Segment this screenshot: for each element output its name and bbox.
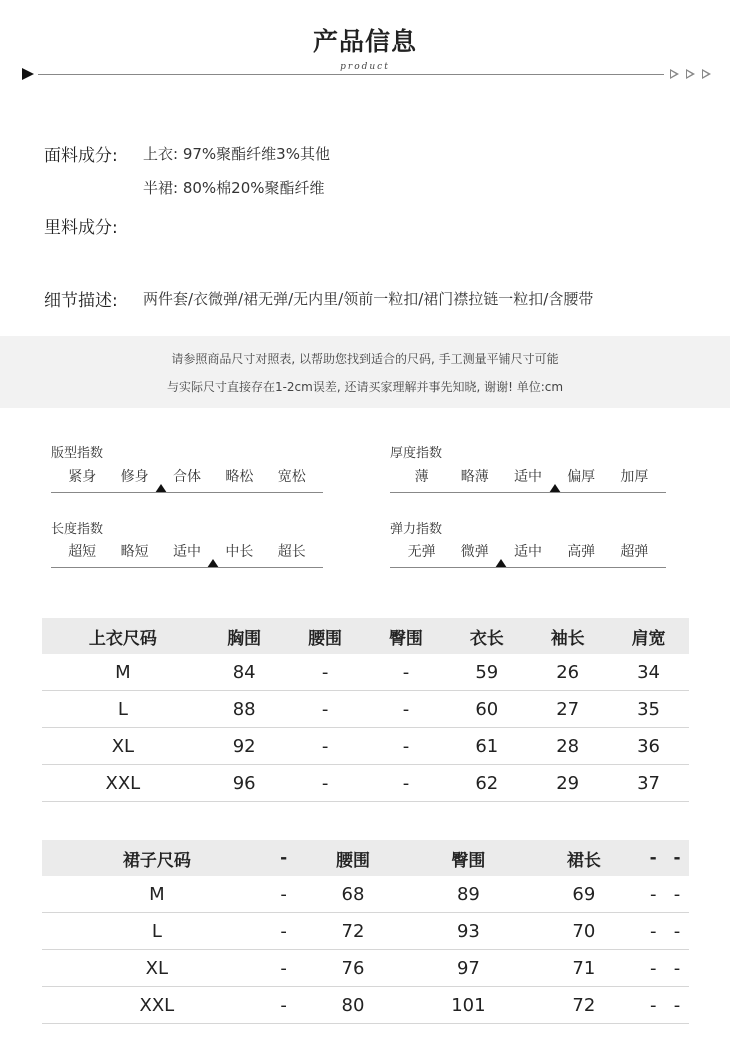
- section-title: 产品信息: [312, 27, 417, 56]
- index-option: 中长: [225, 544, 254, 560]
- column-header: 肩宽: [608, 618, 689, 654]
- fabric-top: 上衣: 97%聚酯纤维3%其他: [143, 145, 330, 163]
- fabric-label: 面料成分:: [44, 146, 118, 166]
- table-cell: 61: [446, 728, 527, 765]
- table-row: [42, 728, 689, 765]
- index-scale-line: [51, 567, 323, 568]
- skirt-size-table: [42, 840, 689, 1024]
- section-subtitle: product: [340, 62, 390, 72]
- index-option: 微弹: [460, 544, 489, 560]
- table-cell: -: [272, 987, 296, 1024]
- table-cell: 68: [296, 876, 411, 913]
- index-option: 适中: [514, 469, 542, 485]
- table-row: [42, 913, 689, 950]
- column-header: -: [641, 840, 665, 876]
- title-divider: [38, 74, 664, 75]
- index-option: 略松: [225, 469, 254, 485]
- table-cell: -: [285, 765, 366, 802]
- table-cell: XL: [42, 728, 204, 765]
- table-cell: 93: [410, 913, 526, 950]
- table-cell: 72: [526, 987, 641, 1024]
- table-cell: 97: [410, 950, 526, 987]
- table-cell: -: [366, 691, 447, 728]
- arrow-right-icon: [670, 69, 679, 79]
- table-cell: L: [42, 691, 204, 728]
- table-header-row: [42, 840, 689, 876]
- table-cell: 70: [526, 913, 641, 950]
- table-cell: -: [285, 654, 366, 691]
- table-cell: -: [665, 987, 689, 1024]
- index-option: 宽松: [277, 469, 306, 485]
- table-row: [42, 765, 689, 802]
- column-header: 臀围: [366, 618, 447, 654]
- table-cell: -: [665, 876, 689, 913]
- detail-text: 两件套/衣微弹/裙无弹/无内里/领前一粒扣/裙门襟拉链一粒扣/含腰带: [143, 290, 594, 308]
- table-cell: 76: [296, 950, 411, 987]
- table-cell: 29: [527, 765, 608, 802]
- column-header: 臀围: [410, 840, 526, 876]
- table-cell: L: [42, 913, 272, 950]
- table-cell: 62: [446, 765, 527, 802]
- index-scale-line: [51, 492, 323, 493]
- index-option: 适中: [514, 544, 542, 560]
- table-cell: -: [272, 950, 296, 987]
- table-cell: 69: [526, 876, 641, 913]
- index-option: 超弹: [620, 544, 649, 560]
- length-index-title: 长度指数: [51, 522, 104, 537]
- table-cell: 59: [446, 654, 527, 691]
- table-cell: -: [641, 876, 665, 913]
- index-option: 略薄: [460, 469, 489, 485]
- thickness-index-title: 厚度指数: [390, 446, 443, 461]
- column-header: 袖长: [527, 618, 608, 654]
- table-cell: XXL: [42, 987, 272, 1024]
- table-row: [42, 950, 689, 987]
- table-cell: -: [641, 913, 665, 950]
- table-cell: 26: [527, 654, 608, 691]
- index-option: 超短: [68, 544, 97, 560]
- table-row: [42, 691, 689, 728]
- table-cell: 60: [446, 691, 527, 728]
- index-option: 偏厚: [567, 469, 596, 485]
- index-scale-line: [390, 567, 666, 568]
- table-cell: 92: [204, 728, 285, 765]
- top-size-table: [42, 618, 689, 802]
- arrow-left-icon: [22, 68, 34, 80]
- index-option: 无弹: [407, 544, 436, 560]
- table-row: [42, 654, 689, 691]
- table-header-row: [42, 618, 689, 654]
- table-cell: 89: [410, 876, 526, 913]
- fit-index-title: 版型指数: [51, 446, 104, 461]
- table-cell: 80: [296, 987, 411, 1024]
- table-cell: -: [641, 987, 665, 1024]
- elasticity-index: [390, 541, 666, 571]
- table-cell: XXL: [42, 765, 204, 802]
- index-option: 紧身: [68, 469, 97, 485]
- table-cell: 72: [296, 913, 411, 950]
- index-option: 修身: [120, 469, 149, 485]
- index-option: 适中: [173, 544, 201, 560]
- detail-label: 细节描述:: [44, 291, 118, 311]
- table-cell: 35: [608, 691, 689, 728]
- column-header: 腰围: [285, 618, 366, 654]
- table-cell: -: [272, 913, 296, 950]
- column-header: 腰围: [296, 840, 411, 876]
- table-row: [42, 987, 689, 1024]
- table-cell: 27: [527, 691, 608, 728]
- table-cell: M: [42, 876, 272, 913]
- column-header: -: [272, 840, 296, 876]
- thickness-index: [390, 466, 666, 496]
- arrow-right-icon: [686, 69, 695, 79]
- table-cell: 34: [608, 654, 689, 691]
- table-cell: XL: [42, 950, 272, 987]
- column-header: 裙子尺码: [42, 840, 272, 876]
- table-cell: 37: [608, 765, 689, 802]
- index-option: 合体: [173, 469, 201, 485]
- table-cell: 84: [204, 654, 285, 691]
- column-header: -: [665, 840, 689, 876]
- fabric-skirt: 半裙: 80%棉20%聚酯纤维: [143, 179, 325, 197]
- table-cell: -: [641, 950, 665, 987]
- notice-line-2: 与实际尺寸直接存在1-2cm误差, 还请买家理解并事先知晓, 谢谢! 单位:cm: [166, 380, 564, 394]
- table-cell: -: [285, 691, 366, 728]
- table-cell: -: [366, 765, 447, 802]
- table-cell: M: [42, 654, 204, 691]
- table-cell: 96: [204, 765, 285, 802]
- table-cell: 28: [527, 728, 608, 765]
- column-header: 衣长: [446, 618, 527, 654]
- index-option: 薄: [414, 469, 429, 485]
- table-cell: 36: [608, 728, 689, 765]
- index-option: 加厚: [620, 469, 649, 485]
- length-index: [51, 541, 323, 571]
- index-option: 超长: [277, 544, 306, 560]
- index-scale-line: [390, 492, 666, 493]
- index-option: 略短: [120, 544, 149, 560]
- arrow-right-icon: [702, 69, 711, 79]
- fit-index: [51, 466, 323, 496]
- table-cell: -: [366, 654, 447, 691]
- table-cell: 101: [410, 987, 526, 1024]
- notice-line-1: 请参照商品尺寸对照表, 以帮助您找到适合的尺码, 手工测量平铺尺寸可能: [171, 352, 559, 366]
- table-cell: 88: [204, 691, 285, 728]
- size-notice: [0, 336, 730, 408]
- table-cell: -: [272, 876, 296, 913]
- lining-label: 里料成分:: [44, 218, 118, 238]
- column-header: 胸围: [204, 618, 285, 654]
- index-option: 高弹: [567, 544, 596, 560]
- table-cell: 71: [526, 950, 641, 987]
- elasticity-index-title: 弹力指数: [390, 522, 443, 537]
- table-cell: -: [665, 950, 689, 987]
- table-cell: -: [366, 728, 447, 765]
- table-cell: -: [665, 913, 689, 950]
- column-header: 裙长: [526, 840, 641, 876]
- table-row: [42, 876, 689, 913]
- column-header: 上衣尺码: [42, 618, 204, 654]
- table-cell: -: [285, 728, 366, 765]
